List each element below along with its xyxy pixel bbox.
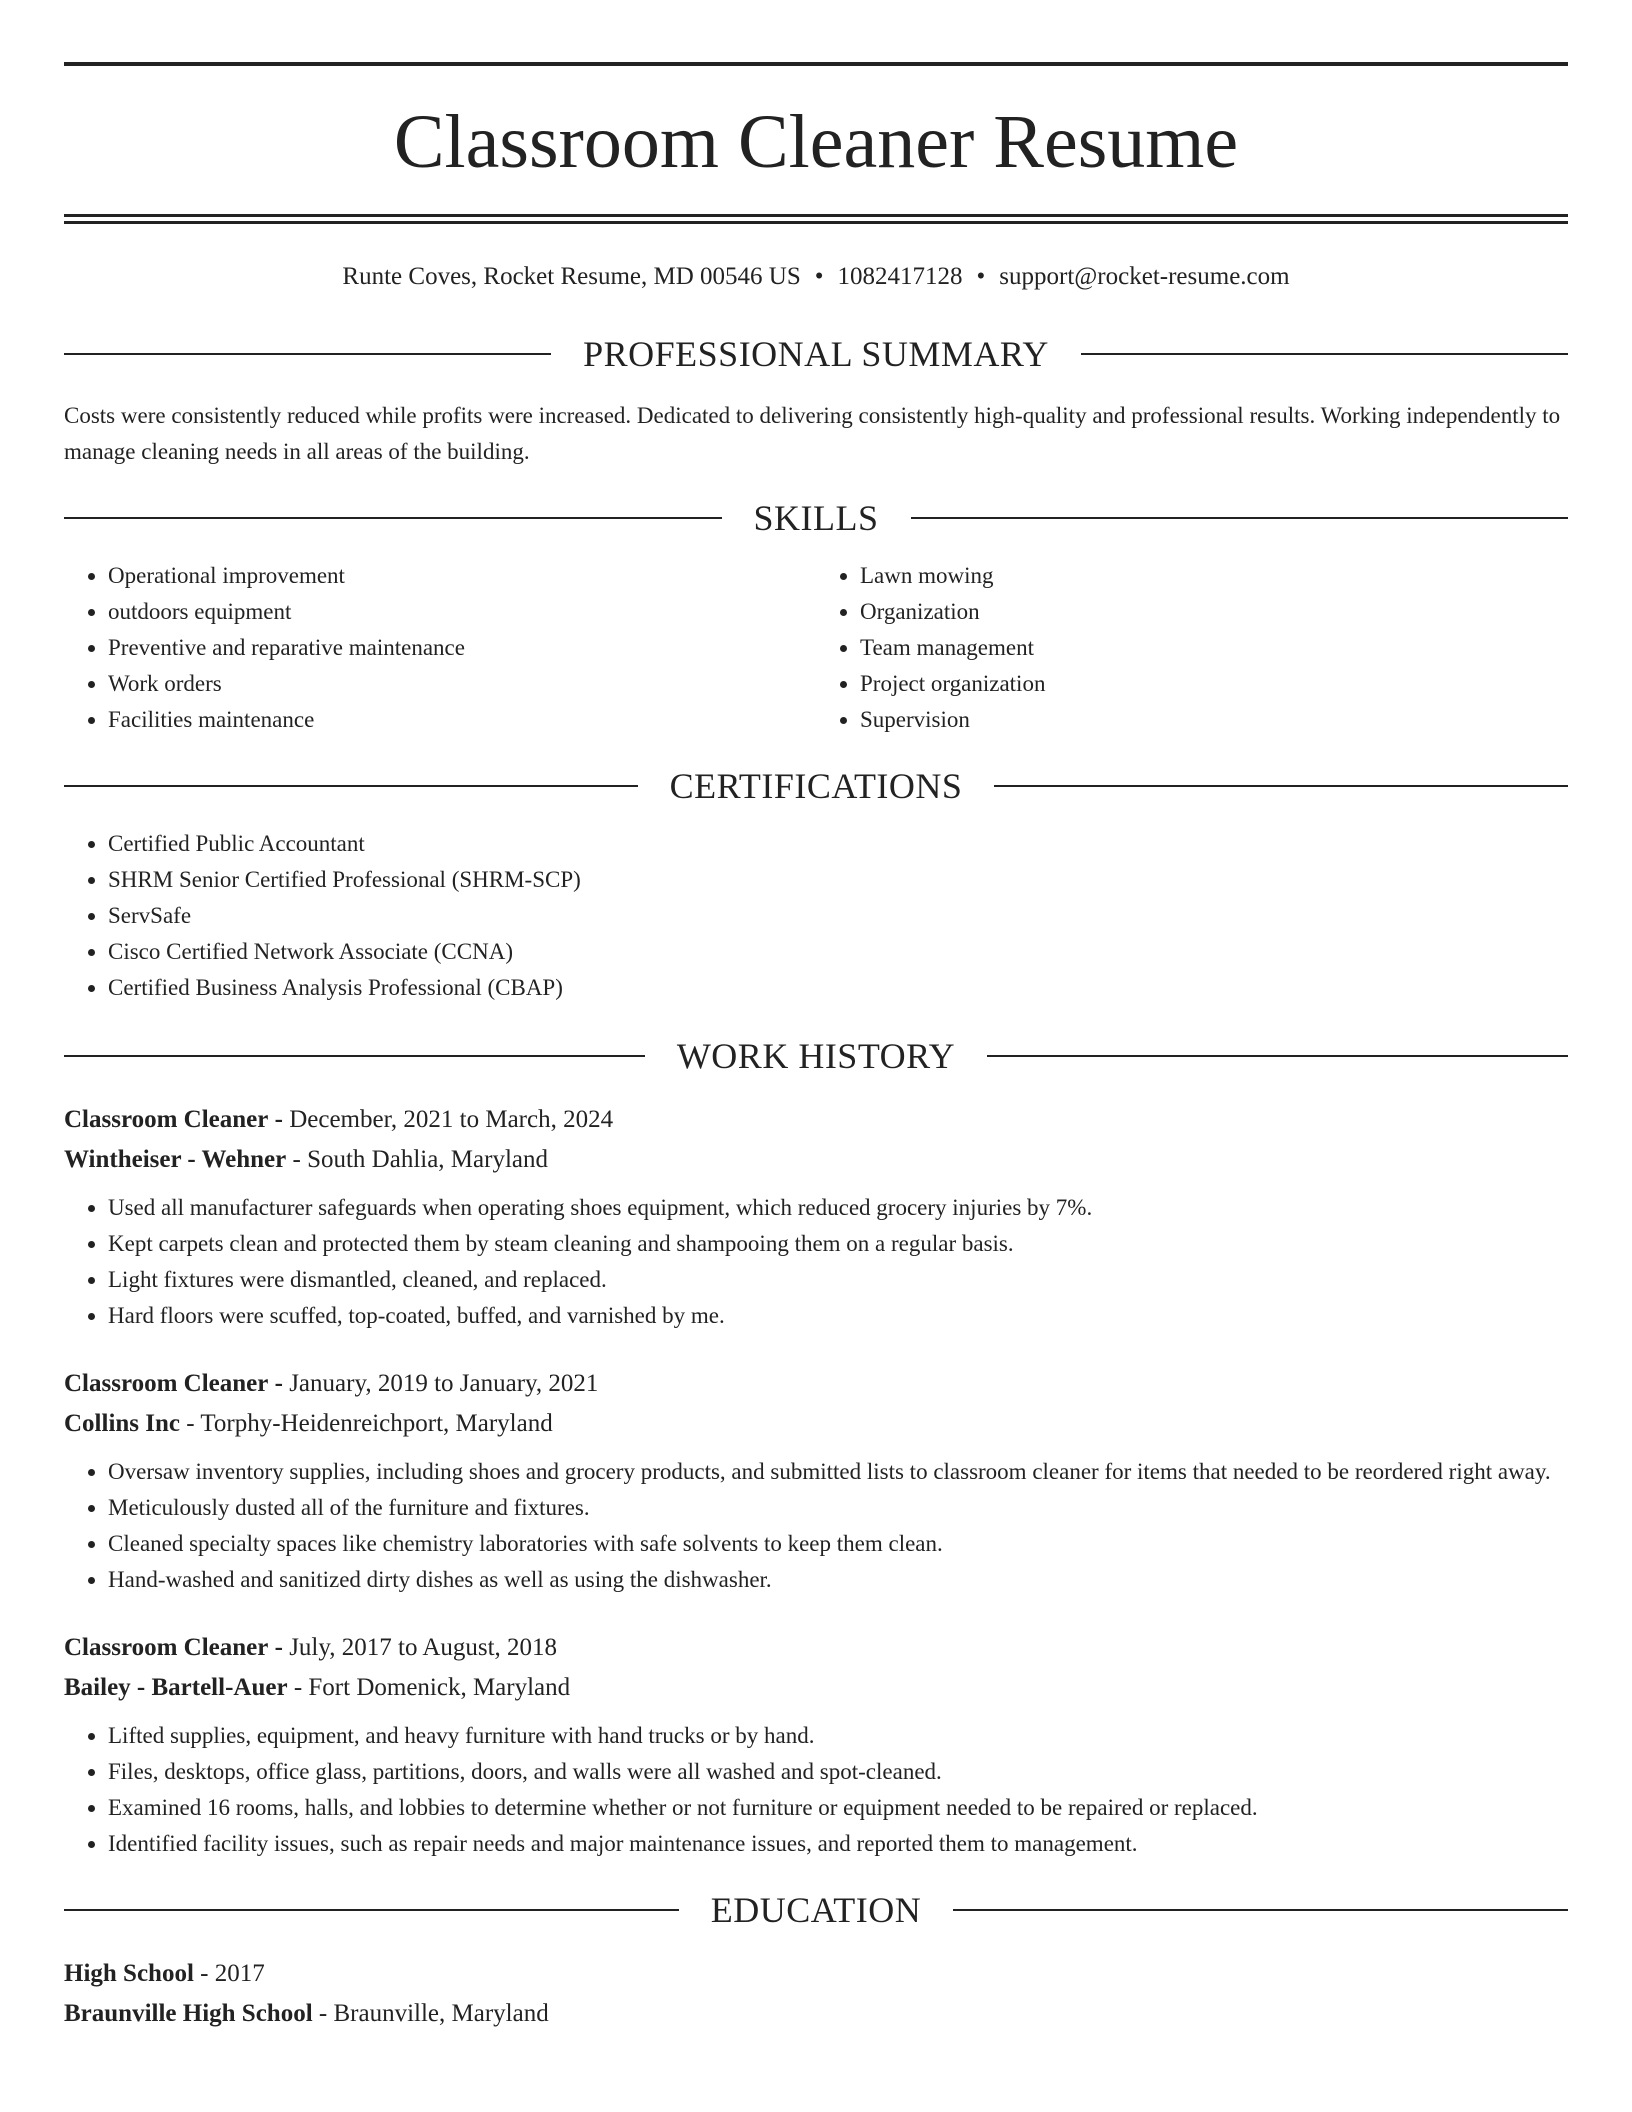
contact-line: [64, 262, 1568, 292]
section-heading-summary: [64, 336, 1568, 372]
education-school: Braunville High School: [64, 2000, 313, 2027]
certification-item: • SHRM Senior Certified Professional (SHRM-SCP): [108, 862, 1568, 898]
education-location: Braunville, Maryland: [333, 2000, 549, 2027]
job-title-line: [64, 1364, 1568, 1404]
skill-item: • Project organization: [860, 666, 1568, 702]
heading-rule: [987, 1055, 1568, 1057]
skill-item: • Work orders: [108, 666, 816, 702]
skills-column-right: [816, 558, 1568, 738]
education-entry: [64, 1954, 1568, 2034]
section-heading-certifications: [64, 768, 1568, 804]
education-degree: High School: [64, 1960, 194, 1987]
job-title: Classroom Cleaner: [64, 1370, 269, 1397]
summary-text: Costs were consistently reduced while profits were increased. Dedicated to delivering consistently high-quality and professional results. Working independently to manage cleaning needs in all areas of the building.: [64, 403, 1561, 464]
job-company-line: [64, 1404, 1568, 1444]
job-company: Wintheiser - Wehner: [64, 1146, 287, 1173]
job-bullet: • Hand-washed and sanitized dirty dishes as well as using the dishwasher.: [108, 1562, 1568, 1598]
skill-item: • Facilities maintenance: [108, 702, 816, 738]
job-title: Classroom Cleaner: [64, 1634, 269, 1661]
heading-rule: [64, 353, 551, 355]
title-double-rule: [64, 214, 1568, 224]
job-bullet: • Used all manufacturer safeguards when operating shoes equipment, which reduced grocery injuries by 7%.: [108, 1190, 1568, 1226]
heading-rule: [953, 1909, 1568, 1911]
job-bullets: [64, 1454, 1568, 1598]
job-company-line: [64, 1140, 1568, 1180]
skills-list: [64, 558, 1568, 738]
job-entry: [64, 1628, 1568, 1862]
job-bullet: • Cleaned specialty spaces like chemistry laboratories with safe solvents to keep them clean.: [108, 1526, 1568, 1562]
education-year: 2017: [214, 1960, 265, 1987]
job-company-line: [64, 1668, 1568, 1708]
dash: -: [274, 1106, 283, 1133]
heading-rule: [911, 517, 1569, 519]
contact-separator: •: [814, 263, 824, 290]
skill-item: • Team management: [860, 630, 1568, 666]
contact-separator: •: [976, 263, 986, 290]
dash: -: [274, 1634, 283, 1661]
section-title: WORK HISTORY: [676, 1036, 956, 1076]
job-bullet: • Oversaw inventory supplies, including shoes and grocery products, and submitted lists to classroom cleaner for items that needed to be reordered right away.: [108, 1454, 1568, 1490]
job-location: South Dahlia, Maryland: [307, 1146, 548, 1173]
section-heading-skills: [64, 500, 1568, 536]
section-heading-education: [64, 1892, 1568, 1928]
skill-item: • Supervision: [860, 702, 1568, 738]
heading-rule: [64, 1909, 679, 1911]
job-bullet: • Files, desktops, office glass, partitions, doors, and walls were all washed and spot-cleaned.: [108, 1754, 1568, 1790]
certification-item: • Cisco Certified Network Associate (CCNA): [108, 934, 1568, 970]
section-heading-work: [64, 1038, 1568, 1074]
job-title-line: [64, 1100, 1568, 1140]
job-bullets: [64, 1190, 1568, 1334]
job-dates: January, 2019 to January, 2021: [289, 1370, 599, 1397]
section-title: EDUCATION: [710, 1890, 922, 1930]
skill-item: • Lawn mowing: [860, 558, 1568, 594]
job-bullet: • Identified facility issues, such as repair needs and major maintenance issues, and reported them to management.: [108, 1826, 1568, 1862]
job-bullet: • Light fixtures were dismantled, cleaned, and replaced.: [108, 1262, 1568, 1298]
skill-item: • outdoors equipment: [108, 594, 816, 630]
heading-rule: [1081, 353, 1568, 355]
education-degree-line: [64, 1954, 1568, 1994]
skill-item: • Organization: [860, 594, 1568, 630]
job-bullet: • Kept carpets clean and protected them by steam cleaning and shampooing them on a regular basis.: [108, 1226, 1568, 1262]
dash: -: [274, 1370, 283, 1397]
job-bullets: [64, 1718, 1568, 1862]
section-title: CERTIFICATIONS: [669, 766, 963, 806]
job-bullet: • Hard floors were scuffed, top-coated, buffed, and varnished by me.: [108, 1298, 1568, 1334]
job-entry: [64, 1364, 1568, 1598]
skill-item: • Preventive and reparative maintenance: [108, 630, 816, 666]
contact-email: support@rocket-resume.com: [999, 263, 1290, 290]
dash: -: [186, 1410, 195, 1437]
heading-rule: [64, 1055, 645, 1057]
certification-item: • Certified Public Accountant: [108, 826, 1568, 862]
dash: -: [292, 1146, 301, 1173]
job-bullet: • Examined 16 rooms, halls, and lobbies to determine whether or not furniture or equipment needed to be repaired or replaced.: [108, 1790, 1568, 1826]
resume-title: Classroom Cleaner Resume: [393, 100, 1239, 184]
top-rule: [64, 62, 1568, 66]
job-title-line: [64, 1628, 1568, 1668]
dash: -: [200, 1960, 209, 1987]
job-bullet: • Meticulously dusted all of the furniture and fixtures.: [108, 1490, 1568, 1526]
job-company: Collins Inc: [64, 1410, 181, 1437]
job-company: Bailey - Bartell-Auer: [64, 1674, 288, 1701]
heading-rule: [64, 785, 638, 787]
dash: -: [318, 2000, 328, 2027]
heading-rule: [994, 785, 1568, 787]
contact-phone: 1082417128: [837, 263, 963, 290]
job-bullet: • Lifted supplies, equipment, and heavy furniture with hand trucks or by hand.: [108, 1718, 1568, 1754]
section-title: PROFESSIONAL SUMMARY: [583, 334, 1049, 374]
job-location: Fort Domenick, Maryland: [308, 1674, 571, 1701]
skills-column-left: [64, 558, 816, 738]
job-location: Torphy-Heidenreichport, Maryland: [200, 1410, 553, 1437]
job-title: Classroom Cleaner: [64, 1106, 269, 1133]
certification-item: • Certified Business Analysis Professional (CBAP): [108, 970, 1568, 1006]
job-dates: July, 2017 to August, 2018: [289, 1634, 558, 1661]
heading-rule: [64, 517, 722, 519]
skill-item: • Operational improvement: [108, 558, 816, 594]
certifications-list: [64, 826, 1568, 1006]
section-title: SKILLS: [753, 498, 879, 538]
dash: -: [293, 1674, 303, 1701]
contact-address: Runte Coves, Rocket Resume, MD 00546 US: [342, 263, 801, 290]
job-dates: December, 2021 to March, 2024: [289, 1106, 614, 1133]
education-school-line: [64, 1994, 1568, 2034]
certification-item: • ServSafe: [108, 898, 1568, 934]
job-entry: [64, 1100, 1568, 1334]
